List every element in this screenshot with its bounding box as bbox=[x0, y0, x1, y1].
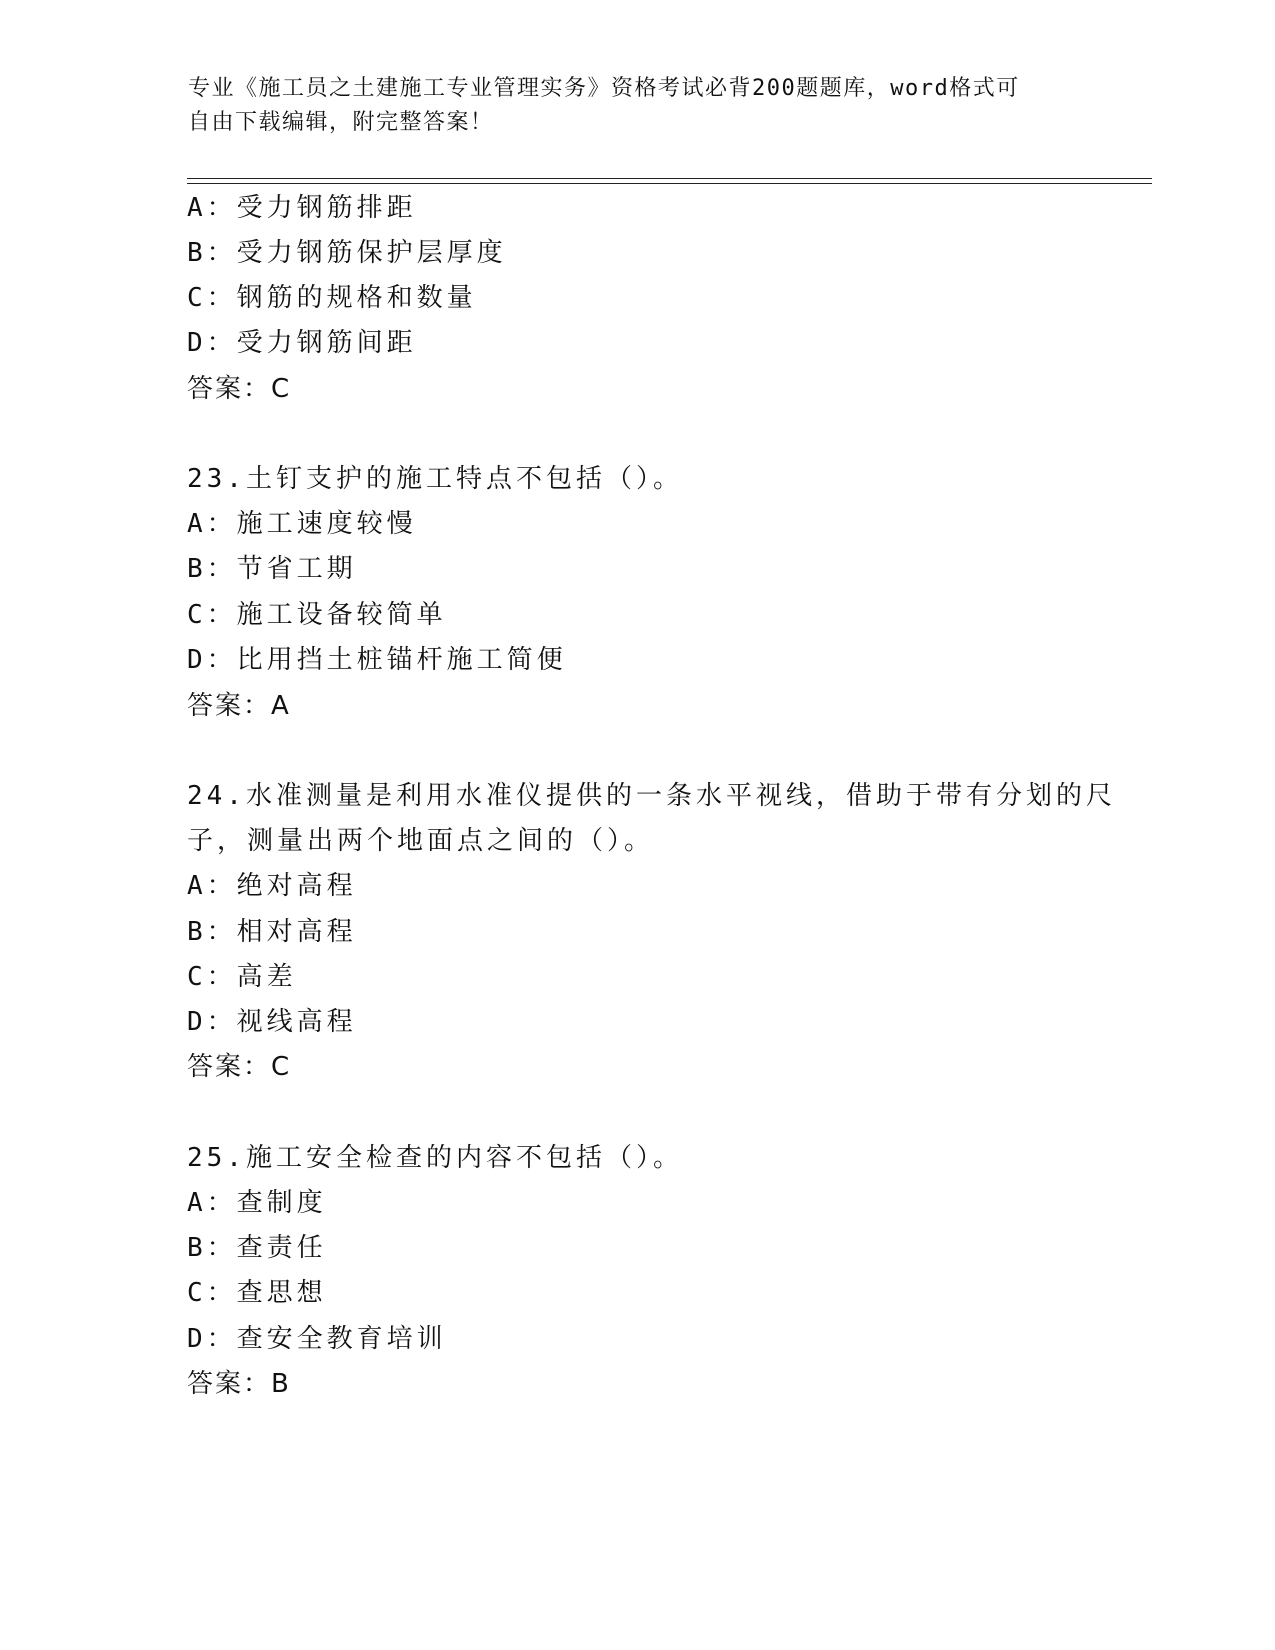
q23-option-b: B：节省工期 bbox=[187, 554, 357, 584]
q25-question: 25.施工安全检查的内容不包括（）。 bbox=[187, 1143, 683, 1173]
q24-option-b: B：相对高程 bbox=[187, 917, 357, 947]
q24-question-line-1: 24.水准测量是利用水准仪提供的一条水平视线，借助于带有分划的尺 bbox=[187, 781, 1116, 811]
q23-option-a: A：施工速度较慢 bbox=[187, 509, 417, 539]
q24-option-d: D：视线高程 bbox=[187, 1007, 357, 1037]
header-divider-bottom bbox=[187, 183, 1152, 184]
q22-option-d: D：受力钢筋间距 bbox=[187, 328, 417, 358]
q24-option-a: A：绝对高程 bbox=[187, 871, 357, 901]
q24-question-line-2: 子，测量出两个地面点之间的（）。 bbox=[187, 826, 655, 856]
q23-option-c: C：施工设备较简单 bbox=[187, 600, 447, 630]
q25-answer: 答案：B bbox=[187, 1369, 291, 1399]
q22-option-b: B：受力钢筋保护层厚度 bbox=[187, 238, 507, 268]
q24-option-c: C：高差 bbox=[187, 962, 297, 992]
q25-option-d: D：查安全教育培训 bbox=[187, 1324, 447, 1354]
q24-answer: 答案：C bbox=[187, 1052, 292, 1082]
q22-answer: 答案：C bbox=[187, 374, 292, 404]
q25-option-c: C：查思想 bbox=[187, 1278, 327, 1308]
q25-option-b: B：查责任 bbox=[187, 1233, 327, 1263]
header-divider-top bbox=[187, 178, 1152, 179]
q23-answer: 答案：A bbox=[187, 691, 291, 721]
q23-question: 23.土钉支护的施工特点不包括（）。 bbox=[187, 464, 683, 494]
q22-option-a: A：受力钢筋排距 bbox=[187, 193, 417, 223]
q23-option-d: D：比用挡土桩锚杆施工简便 bbox=[187, 645, 567, 675]
q25-option-a: A：查制度 bbox=[187, 1188, 327, 1218]
header-line-1: 专业《施工员之土建施工专业管理实务》资格考试必背200题题库，word格式可 bbox=[188, 76, 1020, 101]
q22-option-c: C：钢筋的规格和数量 bbox=[187, 283, 477, 313]
header-line-2: 自由下载编辑，附完整答案！ bbox=[188, 110, 494, 135]
document-header bbox=[188, 72, 1068, 140]
